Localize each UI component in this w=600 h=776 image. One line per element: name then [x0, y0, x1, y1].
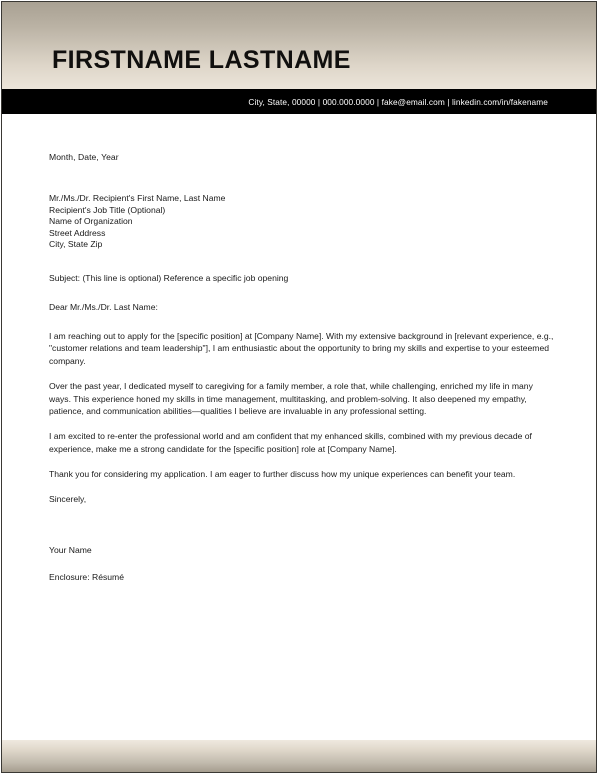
recipient-organization: Name of Organization [49, 216, 133, 227]
letterhead-header [2, 2, 596, 89]
contact-line: City, State, 00000 | 000.000.0000 | fake@email.com | linkedin.com/in/fakename [248, 96, 548, 107]
letter-page [1, 1, 597, 773]
date-line: Month, Date, Year [49, 152, 119, 162]
recipient-city-state-zip: City, State Zip [49, 239, 103, 250]
contact-bar [2, 89, 596, 114]
body-paragraph: Thank you for considering my application. I am eager to further discuss how my unique experiences can benefit your team. [49, 469, 516, 480]
letterhead-footer [2, 740, 596, 772]
recipient-address-block [49, 193, 555, 251]
body-paragraph: I am excited to re-enter the professional world and am confident that my enhanced skills, combined with my previous decade of experience, make me a strong candidate for the [specific position] role at [Company Name]. [49, 431, 532, 454]
body-paragraph: I am reaching out to apply for the [specific position] at [Company Name]. With my extensive background in [relevant experience, e.g., "customer relations and team leadership"], I am enthusiastic about the opportunity to bring my skills and expertise to your esteemed company. [49, 330, 554, 366]
body-paragraph: Over the past year, I dedicated myself to caregiving for a family member, a role that, while challenging, enriched my life in many ways. This experience honed my skills in time management, multitasking, and problem-solving. It also deepened my empathy, patience, and communication abilities—qualities I believe are invaluable in any professional setting. [49, 381, 533, 416]
page-title: FIRSTNAME LASTNAME [52, 46, 351, 74]
salutation: Dear Mr./Ms./Dr. Last Name: [49, 301, 158, 312]
recipient-job-title: Recipient's Job Title (Optional) [49, 204, 166, 215]
enclosure-line: Enclosure: Résumé [49, 571, 124, 582]
recipient-name: Mr./Ms./Dr. Recipient's First Name, Last Name [49, 193, 226, 203]
letter-content [49, 152, 555, 582]
recipient-street-address: Street Address [49, 227, 106, 238]
signature-name: Your Name [49, 544, 92, 555]
letter-body [2, 114, 596, 714]
body-paragraphs [49, 330, 555, 481]
closing-line: Sincerely, [49, 493, 87, 504]
subject-line: Subject: (This line is optional) Reference a specific job opening [49, 272, 289, 283]
